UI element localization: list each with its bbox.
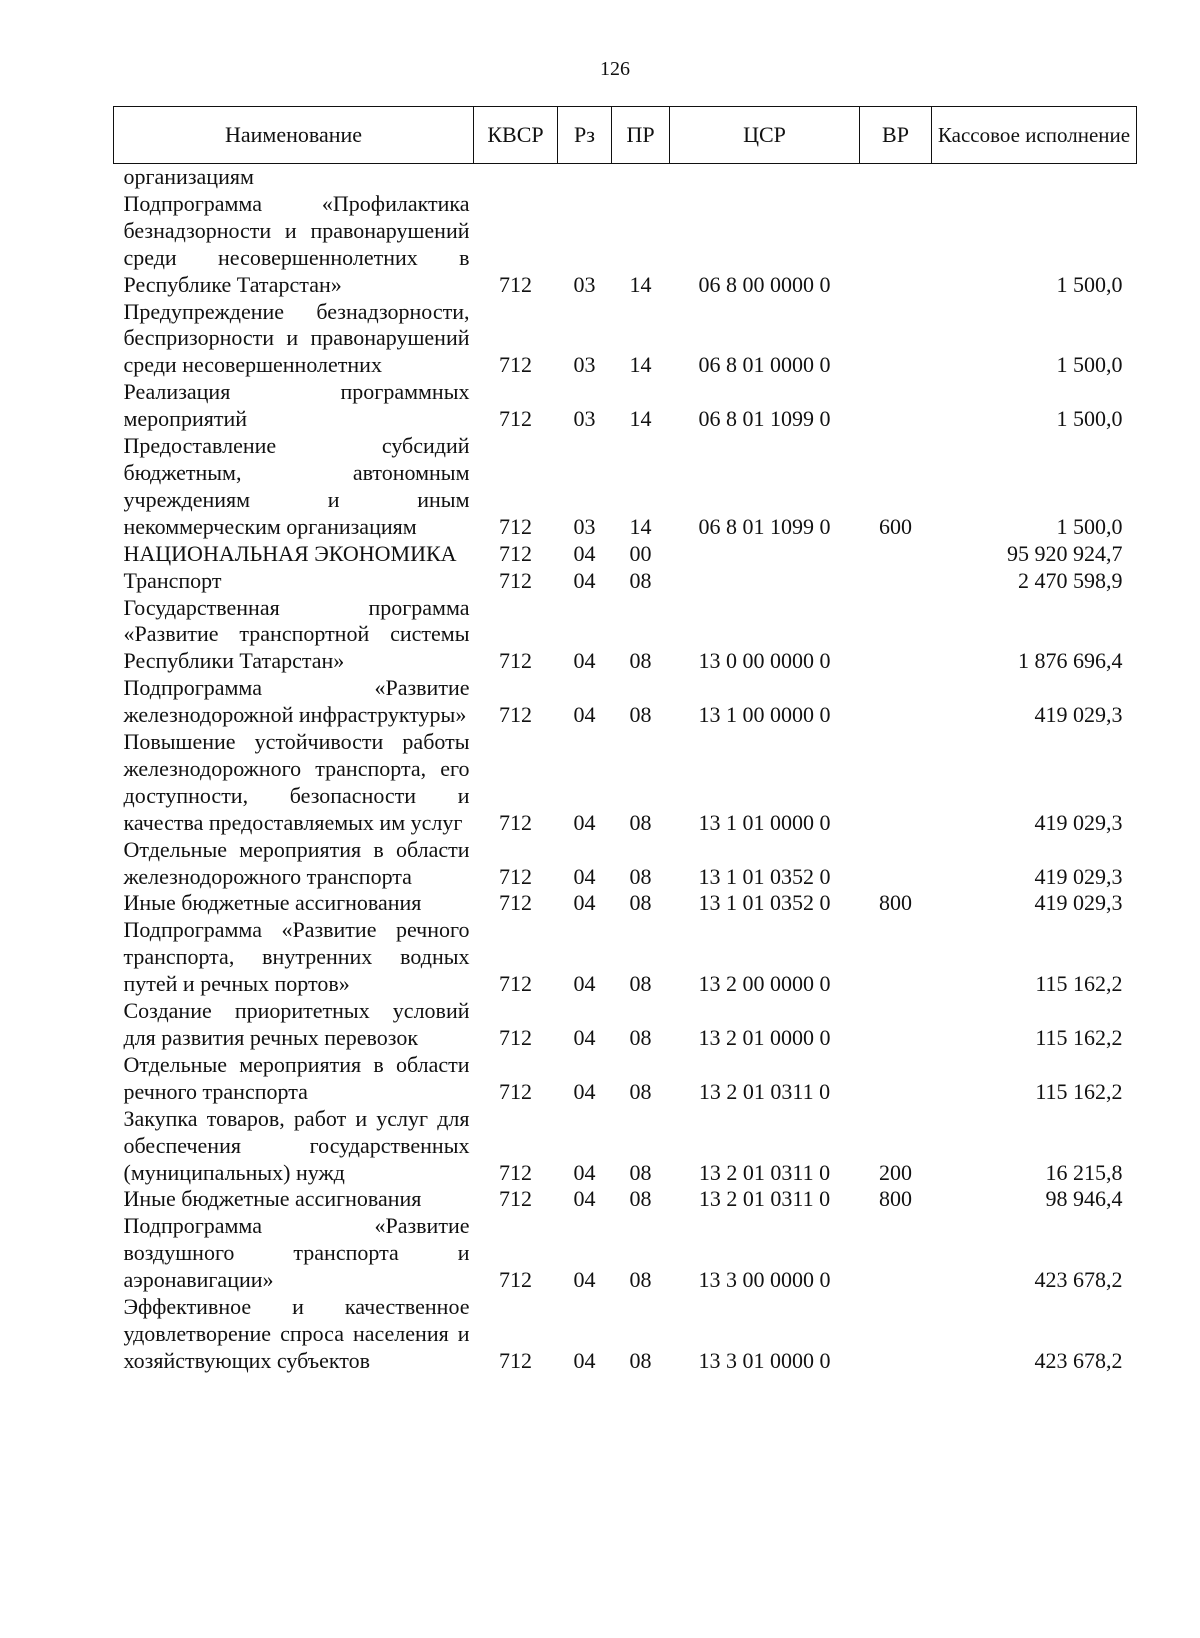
row-name: Подпрограмма «Развитие воздушного транспорта и аэронавигации» — [123, 1213, 470, 1293]
row-kvsr: 712 — [499, 890, 532, 916]
row-amount: 423 678,2 — [1034, 1347, 1123, 1373]
row-rz: 04 — [573, 863, 596, 889]
row-vr — [860, 541, 932, 568]
table-row — [114, 890, 1137, 917]
header-name: Наименование — [114, 107, 474, 164]
row-amount: 423 678,2 — [1034, 1267, 1123, 1293]
row-csr — [670, 541, 860, 568]
row-kvsr: 712 — [499, 809, 532, 835]
row-pr: 08 — [629, 1025, 652, 1050]
row-csr: 13 1 01 0352 0 — [698, 890, 831, 916]
row-pr: 14 — [629, 406, 652, 432]
row-vr — [860, 191, 932, 299]
header-vr: ВР — [860, 107, 932, 164]
row-name: Государственная программа «Развитие транспортной системы Республики Татарстан» — [123, 594, 470, 674]
row-pr: 08 — [629, 1186, 652, 1212]
table-header — [114, 107, 1137, 164]
row-name: Предоставление субсидий бюджетным, автономным учреждениям и иным некоммерческим организациям — [123, 433, 470, 539]
row-kvsr: 712 — [499, 1347, 532, 1373]
row-pr — [612, 164, 670, 191]
table-row — [114, 1186, 1137, 1213]
row-csr: 06 8 01 0000 0 — [698, 352, 831, 378]
row-vr — [860, 837, 932, 891]
table-row — [114, 379, 1137, 433]
row-vr: 800 — [879, 1186, 912, 1212]
row-amount: 115 162,2 — [1035, 1025, 1123, 1050]
row-amount: 1 500,0 — [1056, 406, 1123, 432]
row-name: Подпрограмма «Развитие речного транспорта, внутренних водных путей и речных портов» — [123, 917, 470, 997]
row-kvsr: 712 — [499, 648, 532, 674]
row-csr: 13 2 01 0311 0 — [698, 1186, 831, 1212]
row-csr — [670, 568, 860, 595]
row-amount: 115 162,2 — [1035, 971, 1123, 997]
row-vr — [860, 675, 932, 729]
row-csr: 13 1 01 0352 0 — [698, 863, 831, 889]
row-amount: 115 162,2 — [1035, 1078, 1123, 1104]
row-pr: 08 — [629, 1267, 652, 1293]
row-vr — [860, 568, 932, 595]
table-row — [114, 164, 1137, 191]
row-vr — [860, 1052, 932, 1106]
row-pr: 08 — [629, 1159, 652, 1185]
row-amount: 419 029,3 — [1034, 890, 1123, 916]
row-rz: 03 — [573, 406, 596, 432]
row-vr: 600 — [879, 513, 912, 539]
row-csr: 13 2 01 0311 0 — [698, 1078, 831, 1104]
row-csr: 13 3 00 0000 0 — [698, 1267, 831, 1293]
row-vr: 800 — [879, 890, 912, 916]
row-rz: 04 — [573, 1347, 596, 1373]
row-kvsr: 712 — [499, 863, 532, 889]
row-rz: 04 — [573, 1025, 596, 1050]
table-row — [114, 729, 1137, 837]
row-rz: 03 — [573, 271, 596, 297]
table-row — [114, 433, 1137, 541]
row-amount: 419 029,3 — [1034, 809, 1123, 835]
row-name: Предупреждение безнадзорности, беспризорности и правонарушений среди несовершеннолетних — [123, 298, 470, 378]
header-rz: Рз — [558, 107, 612, 164]
row-amount: 98 946,4 — [1045, 1186, 1123, 1212]
row-name: Закупка товаров, работ и услуг для обеспечения государственных (муниципальных) нужд — [123, 1105, 470, 1185]
table-row — [114, 1106, 1137, 1187]
row-name: Подпрограмма «Развитие железнодорожной инфраструктуры» — [123, 675, 470, 728]
row-rz: 04 — [573, 1078, 596, 1104]
row-amount: 419 029,3 — [1034, 702, 1123, 728]
header-kassovoe: Кассовое исполнение — [932, 107, 1137, 164]
table-row — [114, 675, 1137, 729]
row-name: Иные бюджетные ассигнования — [123, 1186, 422, 1212]
row-vr — [860, 917, 932, 998]
row-pr: 14 — [629, 271, 652, 297]
row-vr — [860, 729, 932, 837]
row-vr — [860, 1213, 932, 1294]
row-name: Реализация программных мероприятий — [123, 379, 470, 432]
header-csr: ЦСР — [670, 107, 860, 164]
row-vr — [860, 595, 932, 676]
row-vr — [860, 299, 932, 380]
row-rz: 04 — [573, 567, 596, 593]
row-pr: 08 — [629, 702, 652, 728]
row-kvsr: 712 — [499, 271, 532, 297]
row-kvsr: 712 — [499, 1159, 532, 1185]
row-kvsr: 712 — [499, 1267, 532, 1293]
row-amount: 1 500,0 — [1056, 271, 1123, 297]
row-csr: 13 1 00 0000 0 — [698, 702, 831, 728]
row-amount: 419 029,3 — [1034, 863, 1123, 889]
table-row — [114, 837, 1137, 891]
row-rz: 04 — [573, 1159, 596, 1185]
row-amount: 1 500,0 — [1056, 352, 1123, 378]
row-pr: 08 — [629, 1078, 652, 1104]
row-vr: 200 — [879, 1159, 912, 1185]
row-amount: 95 920 924,7 — [1007, 540, 1123, 566]
row-amount: 1 500,0 — [1056, 513, 1123, 539]
header-pr: ПР — [612, 107, 670, 164]
row-name: Повышение устойчивости работы железнодорожного транспорта, его доступности, безопасности и качества предоставляемых им услуг — [123, 729, 470, 835]
row-kvsr — [474, 164, 558, 191]
row-csr: 13 2 00 0000 0 — [698, 971, 831, 997]
row-pr: 00 — [629, 540, 652, 566]
row-name: Транспорт — [123, 567, 222, 593]
row-vr — [860, 1294, 932, 1375]
row-csr: 13 0 00 0000 0 — [698, 648, 831, 674]
row-pr: 08 — [629, 863, 652, 889]
row-pr: 08 — [629, 971, 652, 997]
row-pr: 14 — [629, 352, 652, 378]
row-csr — [670, 164, 860, 191]
row-name: Отдельные мероприятия в области речного транспорта — [123, 1051, 470, 1104]
row-kvsr: 712 — [499, 352, 532, 378]
row-pr: 08 — [629, 567, 652, 593]
row-rz — [558, 164, 612, 191]
row-amount — [932, 164, 1137, 191]
row-rz: 04 — [573, 809, 596, 835]
row-csr: 06 8 01 1099 0 — [698, 513, 831, 539]
row-name: Подпрограмма «Профилактика безнадзорности и правонарушений среди несовершеннолетних в Республике Татарстан» — [123, 190, 470, 297]
row-rz: 03 — [573, 352, 596, 378]
row-csr: 06 8 01 1099 0 — [698, 406, 831, 432]
table-row — [114, 541, 1137, 568]
row-rz: 04 — [573, 1186, 596, 1212]
row-vr — [860, 164, 932, 191]
table-row — [114, 595, 1137, 676]
row-csr: 13 1 01 0000 0 — [698, 809, 831, 835]
row-name: Иные бюджетные ассигнования — [123, 890, 422, 916]
row-kvsr: 712 — [499, 702, 532, 728]
row-vr — [860, 998, 932, 1052]
row-kvsr: 712 — [499, 1025, 532, 1050]
budget-table — [113, 106, 1137, 1375]
row-csr: 06 8 00 0000 0 — [698, 271, 831, 297]
row-rz: 04 — [573, 540, 596, 566]
row-kvsr: 712 — [499, 567, 532, 593]
row-amount: 2 470 598,9 — [1018, 567, 1123, 593]
row-kvsr: 712 — [499, 1078, 532, 1104]
row-kvsr: 712 — [499, 1186, 532, 1212]
row-kvsr: 712 — [499, 540, 532, 566]
table-row — [114, 568, 1137, 595]
row-name: Эффективное и качественное удовлетворение спроса населения и хозяйствующих субъектов — [123, 1294, 470, 1373]
row-pr: 08 — [629, 890, 652, 916]
row-pr: 08 — [629, 809, 652, 835]
row-pr: 14 — [629, 513, 652, 539]
table-row — [114, 917, 1137, 998]
row-csr: 13 3 01 0000 0 — [698, 1347, 831, 1373]
table-row — [114, 191, 1137, 299]
row-rz: 04 — [573, 971, 596, 997]
table-row — [114, 1213, 1137, 1294]
row-rz: 04 — [573, 648, 596, 674]
table-row — [114, 299, 1137, 380]
row-rz: 04 — [573, 890, 596, 916]
row-pr: 08 — [629, 1347, 652, 1373]
row-pr: 08 — [629, 648, 652, 674]
row-kvsr: 712 — [499, 406, 532, 432]
row-name: Создание приоритетных условий для развития речных перевозок — [123, 998, 470, 1050]
row-vr — [860, 379, 932, 433]
table-row — [114, 1052, 1137, 1106]
row-kvsr: 712 — [499, 513, 532, 539]
table-row — [114, 1294, 1137, 1375]
row-name: Отдельные мероприятия в области железнодорожного транспорта — [123, 836, 470, 889]
row-rz: 04 — [573, 1267, 596, 1293]
row-rz: 03 — [573, 513, 596, 539]
row-name: организациям — [123, 164, 254, 189]
row-amount: 1 876 696,4 — [1018, 648, 1123, 674]
row-amount: 16 215,8 — [1045, 1159, 1123, 1185]
row-csr: 13 2 01 0000 0 — [698, 1025, 831, 1050]
row-rz: 04 — [573, 702, 596, 728]
row-name: НАЦИОНАЛЬНАЯ ЭКОНОМИКА — [123, 540, 457, 566]
page-number: 126 — [600, 58, 630, 80]
table-row — [114, 998, 1137, 1052]
header-kvsr: КВСР — [474, 107, 558, 164]
row-kvsr: 712 — [499, 971, 532, 997]
row-csr: 13 2 01 0311 0 — [698, 1159, 831, 1185]
